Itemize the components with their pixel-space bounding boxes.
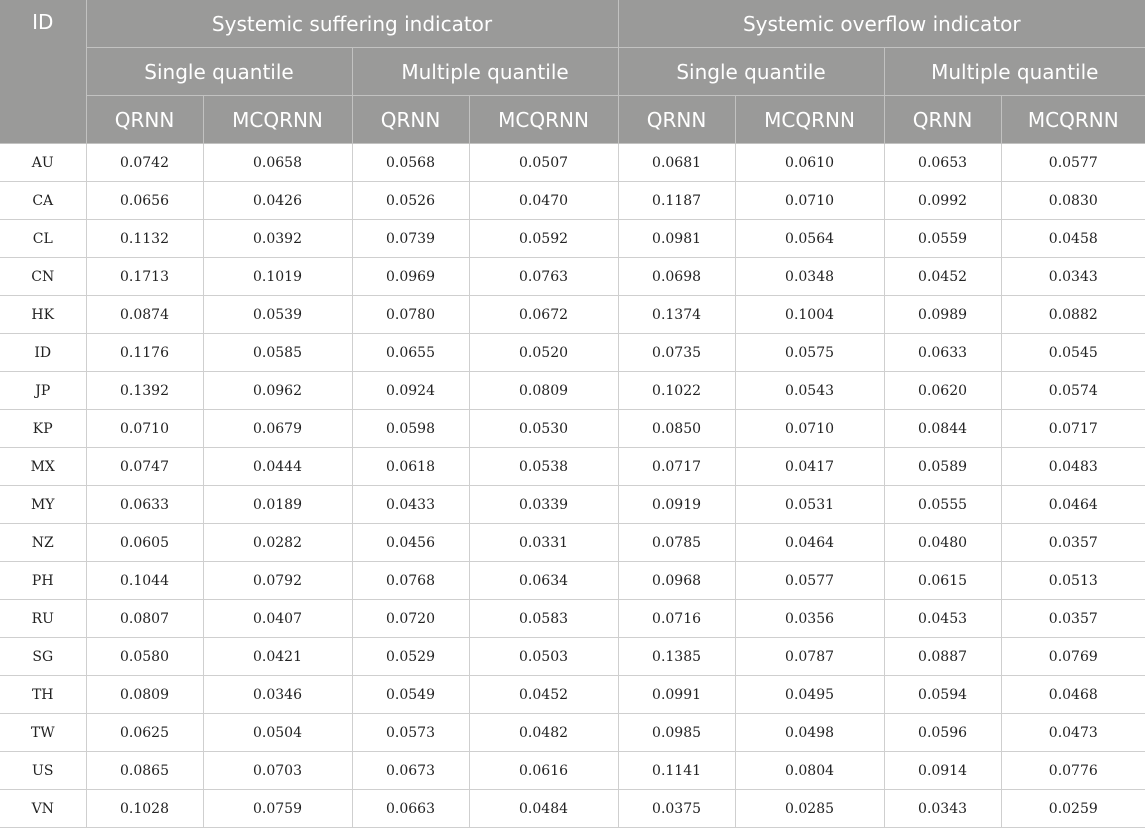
subgroup-header: Single quantile [86, 48, 352, 96]
value-cell: 0.0574 [1001, 372, 1145, 410]
value-cell: 0.0981 [618, 220, 735, 258]
table-row [0, 144, 1145, 182]
value-cell: 0.0787 [735, 638, 884, 676]
value-cell: 0.0568 [352, 144, 469, 182]
value-cell: 0.0583 [469, 600, 618, 638]
value-cell: 0.0357 [1001, 600, 1145, 638]
value-cell: 0.0769 [1001, 638, 1145, 676]
value-cell: 0.0559 [884, 220, 1001, 258]
value-cell: 0.0991 [618, 676, 735, 714]
value-cell: 0.1044 [86, 562, 203, 600]
group-header-suffering: Systemic suffering indicator [86, 0, 618, 48]
value-cell: 0.0633 [86, 486, 203, 524]
value-cell: 0.0663 [352, 790, 469, 828]
row-id-cell: VN [0, 790, 86, 828]
value-cell: 0.0483 [1001, 448, 1145, 486]
row-id-cell: US [0, 752, 86, 790]
value-cell: 0.0656 [86, 182, 203, 220]
row-id-cell: SG [0, 638, 86, 676]
value-cell: 0.0710 [735, 410, 884, 448]
value-cell: 0.0470 [469, 182, 618, 220]
value-cell: 0.0444 [203, 448, 352, 486]
model-header: MCQRNN [735, 96, 884, 144]
value-cell: 0.0655 [352, 334, 469, 372]
subgroup-header: Single quantile [618, 48, 884, 96]
value-cell: 0.0339 [469, 486, 618, 524]
value-cell: 0.0673 [352, 752, 469, 790]
value-cell: 0.0531 [735, 486, 884, 524]
group-header-overflow: Systemic overflow indicator [618, 0, 1145, 48]
value-cell: 0.0919 [618, 486, 735, 524]
value-cell: 0.0605 [86, 524, 203, 562]
value-cell: 0.0473 [1001, 714, 1145, 752]
value-cell: 0.0346 [203, 676, 352, 714]
model-header: QRNN [884, 96, 1001, 144]
value-cell: 0.0543 [735, 372, 884, 410]
value-cell: 0.0426 [203, 182, 352, 220]
table-row [0, 562, 1145, 600]
row-id-cell: TW [0, 714, 86, 752]
model-header: QRNN [618, 96, 735, 144]
value-cell: 0.0763 [469, 258, 618, 296]
value-cell: 0.0615 [884, 562, 1001, 600]
value-cell: 0.0555 [884, 486, 1001, 524]
table-row [0, 372, 1145, 410]
value-cell: 0.0464 [1001, 486, 1145, 524]
value-cell: 0.0452 [884, 258, 1001, 296]
row-id-cell: CA [0, 182, 86, 220]
row-id-cell: JP [0, 372, 86, 410]
table-row [0, 334, 1145, 372]
value-cell: 0.0985 [618, 714, 735, 752]
value-cell: 0.1022 [618, 372, 735, 410]
value-cell: 0.0776 [1001, 752, 1145, 790]
value-cell: 0.1004 [735, 296, 884, 334]
header-row-models [0, 96, 1145, 144]
table-row [0, 752, 1145, 790]
table-body [0, 144, 1145, 828]
value-cell: 0.1187 [618, 182, 735, 220]
value-cell: 0.0504 [203, 714, 352, 752]
value-cell: 0.0874 [86, 296, 203, 334]
model-header: QRNN [352, 96, 469, 144]
value-cell: 0.0969 [352, 258, 469, 296]
value-cell: 0.0804 [735, 752, 884, 790]
table-row [0, 182, 1145, 220]
value-cell: 0.0710 [735, 182, 884, 220]
value-cell: 0.0513 [1001, 562, 1145, 600]
value-cell: 0.0495 [735, 676, 884, 714]
value-cell: 0.0598 [352, 410, 469, 448]
value-cell: 0.0575 [735, 334, 884, 372]
value-cell: 0.1028 [86, 790, 203, 828]
value-cell: 0.0564 [735, 220, 884, 258]
value-cell: 0.0672 [469, 296, 618, 334]
value-cell: 0.0343 [1001, 258, 1145, 296]
value-cell: 0.0720 [352, 600, 469, 638]
value-cell: 0.0503 [469, 638, 618, 676]
value-cell: 0.0592 [469, 220, 618, 258]
table-row [0, 258, 1145, 296]
value-cell: 0.1374 [618, 296, 735, 334]
model-header: QRNN [86, 96, 203, 144]
value-cell: 0.0747 [86, 448, 203, 486]
value-cell: 0.1141 [618, 752, 735, 790]
subgroup-header: Multiple quantile [884, 48, 1145, 96]
value-cell: 0.0549 [352, 676, 469, 714]
value-cell: 0.0529 [352, 638, 469, 676]
value-cell: 0.0633 [884, 334, 1001, 372]
value-cell: 0.0792 [203, 562, 352, 600]
value-cell: 0.0710 [86, 410, 203, 448]
row-id-cell: KP [0, 410, 86, 448]
row-id-cell: CL [0, 220, 86, 258]
value-cell: 0.0594 [884, 676, 1001, 714]
value-cell: 0.0189 [203, 486, 352, 524]
value-cell: 0.0742 [86, 144, 203, 182]
value-cell: 0.1385 [618, 638, 735, 676]
value-cell: 0.0331 [469, 524, 618, 562]
row-id-cell: MX [0, 448, 86, 486]
value-cell: 0.1132 [86, 220, 203, 258]
value-cell: 0.0458 [1001, 220, 1145, 258]
value-cell: 0.0887 [884, 638, 1001, 676]
value-cell: 0.0658 [203, 144, 352, 182]
row-id-cell: CN [0, 258, 86, 296]
value-cell: 0.0807 [86, 600, 203, 638]
row-id-cell: ID [0, 334, 86, 372]
value-cell: 0.0392 [203, 220, 352, 258]
table-row [0, 410, 1145, 448]
value-cell: 0.0865 [86, 752, 203, 790]
value-cell: 0.0464 [735, 524, 884, 562]
value-cell: 0.0739 [352, 220, 469, 258]
value-cell: 0.0989 [884, 296, 1001, 334]
table-row [0, 600, 1145, 638]
value-cell: 0.0681 [618, 144, 735, 182]
value-cell: 0.0507 [469, 144, 618, 182]
value-cell: 0.0759 [203, 790, 352, 828]
value-cell: 0.0809 [86, 676, 203, 714]
value-cell: 0.0620 [884, 372, 1001, 410]
value-cell: 0.0348 [735, 258, 884, 296]
model-header: MCQRNN [1001, 96, 1145, 144]
value-cell: 0.0539 [203, 296, 352, 334]
value-cell: 0.0480 [884, 524, 1001, 562]
value-cell: 0.0545 [1001, 334, 1145, 372]
value-cell: 0.0484 [469, 790, 618, 828]
value-cell: 0.0992 [884, 182, 1001, 220]
value-cell: 0.1713 [86, 258, 203, 296]
table-header [0, 0, 1145, 144]
table-row [0, 676, 1145, 714]
value-cell: 0.0785 [618, 524, 735, 562]
value-cell: 0.0421 [203, 638, 352, 676]
value-cell: 0.1176 [86, 334, 203, 372]
value-cell: 0.0356 [735, 600, 884, 638]
value-cell: 0.0538 [469, 448, 618, 486]
table-row [0, 638, 1145, 676]
row-id-cell: AU [0, 144, 86, 182]
value-cell: 0.0679 [203, 410, 352, 448]
value-cell: 0.0357 [1001, 524, 1145, 562]
table-row [0, 714, 1145, 752]
value-cell: 0.0780 [352, 296, 469, 334]
value-cell: 0.0924 [352, 372, 469, 410]
row-id-cell: RU [0, 600, 86, 638]
row-id-cell: NZ [0, 524, 86, 562]
value-cell: 0.0453 [884, 600, 1001, 638]
value-cell: 0.0520 [469, 334, 618, 372]
value-cell: 0.0573 [352, 714, 469, 752]
value-cell: 0.1019 [203, 258, 352, 296]
value-cell: 0.0530 [469, 410, 618, 448]
value-cell: 0.0698 [618, 258, 735, 296]
value-cell: 0.1392 [86, 372, 203, 410]
value-cell: 0.0577 [1001, 144, 1145, 182]
value-cell: 0.0653 [884, 144, 1001, 182]
value-cell: 0.0830 [1001, 182, 1145, 220]
table-row [0, 296, 1145, 334]
value-cell: 0.0768 [352, 562, 469, 600]
value-cell: 0.0610 [735, 144, 884, 182]
value-cell: 0.0717 [1001, 410, 1145, 448]
value-cell: 0.0703 [203, 752, 352, 790]
value-cell: 0.0850 [618, 410, 735, 448]
id-column-header: ID [0, 0, 86, 144]
row-id-cell: PH [0, 562, 86, 600]
value-cell: 0.0482 [469, 714, 618, 752]
value-cell: 0.0343 [884, 790, 1001, 828]
value-cell: 0.0282 [203, 524, 352, 562]
value-cell: 0.0580 [86, 638, 203, 676]
value-cell: 0.0526 [352, 182, 469, 220]
header-row-groups [0, 0, 1145, 48]
value-cell: 0.0962 [203, 372, 352, 410]
value-cell: 0.0596 [884, 714, 1001, 752]
value-cell: 0.0625 [86, 714, 203, 752]
value-cell: 0.0589 [884, 448, 1001, 486]
value-cell: 0.0433 [352, 486, 469, 524]
table-row [0, 448, 1145, 486]
row-id-cell: TH [0, 676, 86, 714]
value-cell: 0.0585 [203, 334, 352, 372]
table-row [0, 790, 1145, 828]
value-cell: 0.0417 [735, 448, 884, 486]
value-cell: 0.0717 [618, 448, 735, 486]
value-cell: 0.0882 [1001, 296, 1145, 334]
value-cell: 0.0375 [618, 790, 735, 828]
value-cell: 0.0456 [352, 524, 469, 562]
value-cell: 0.0618 [352, 448, 469, 486]
value-cell: 0.0735 [618, 334, 735, 372]
value-cell: 0.0452 [469, 676, 618, 714]
model-header: MCQRNN [203, 96, 352, 144]
value-cell: 0.0914 [884, 752, 1001, 790]
header-row-subgroups [0, 48, 1145, 96]
value-cell: 0.0844 [884, 410, 1001, 448]
value-cell: 0.0809 [469, 372, 618, 410]
subgroup-header: Multiple quantile [352, 48, 618, 96]
table-row [0, 524, 1145, 562]
model-header: MCQRNN [469, 96, 618, 144]
value-cell: 0.0616 [469, 752, 618, 790]
value-cell: 0.0285 [735, 790, 884, 828]
row-id-cell: HK [0, 296, 86, 334]
value-cell: 0.0259 [1001, 790, 1145, 828]
value-cell: 0.0407 [203, 600, 352, 638]
value-cell: 0.0468 [1001, 676, 1145, 714]
table-row [0, 486, 1145, 524]
value-cell: 0.0716 [618, 600, 735, 638]
table-row [0, 220, 1145, 258]
row-id-cell: MY [0, 486, 86, 524]
value-cell: 0.0968 [618, 562, 735, 600]
value-cell: 0.0577 [735, 562, 884, 600]
value-cell: 0.0498 [735, 714, 884, 752]
value-cell: 0.0634 [469, 562, 618, 600]
